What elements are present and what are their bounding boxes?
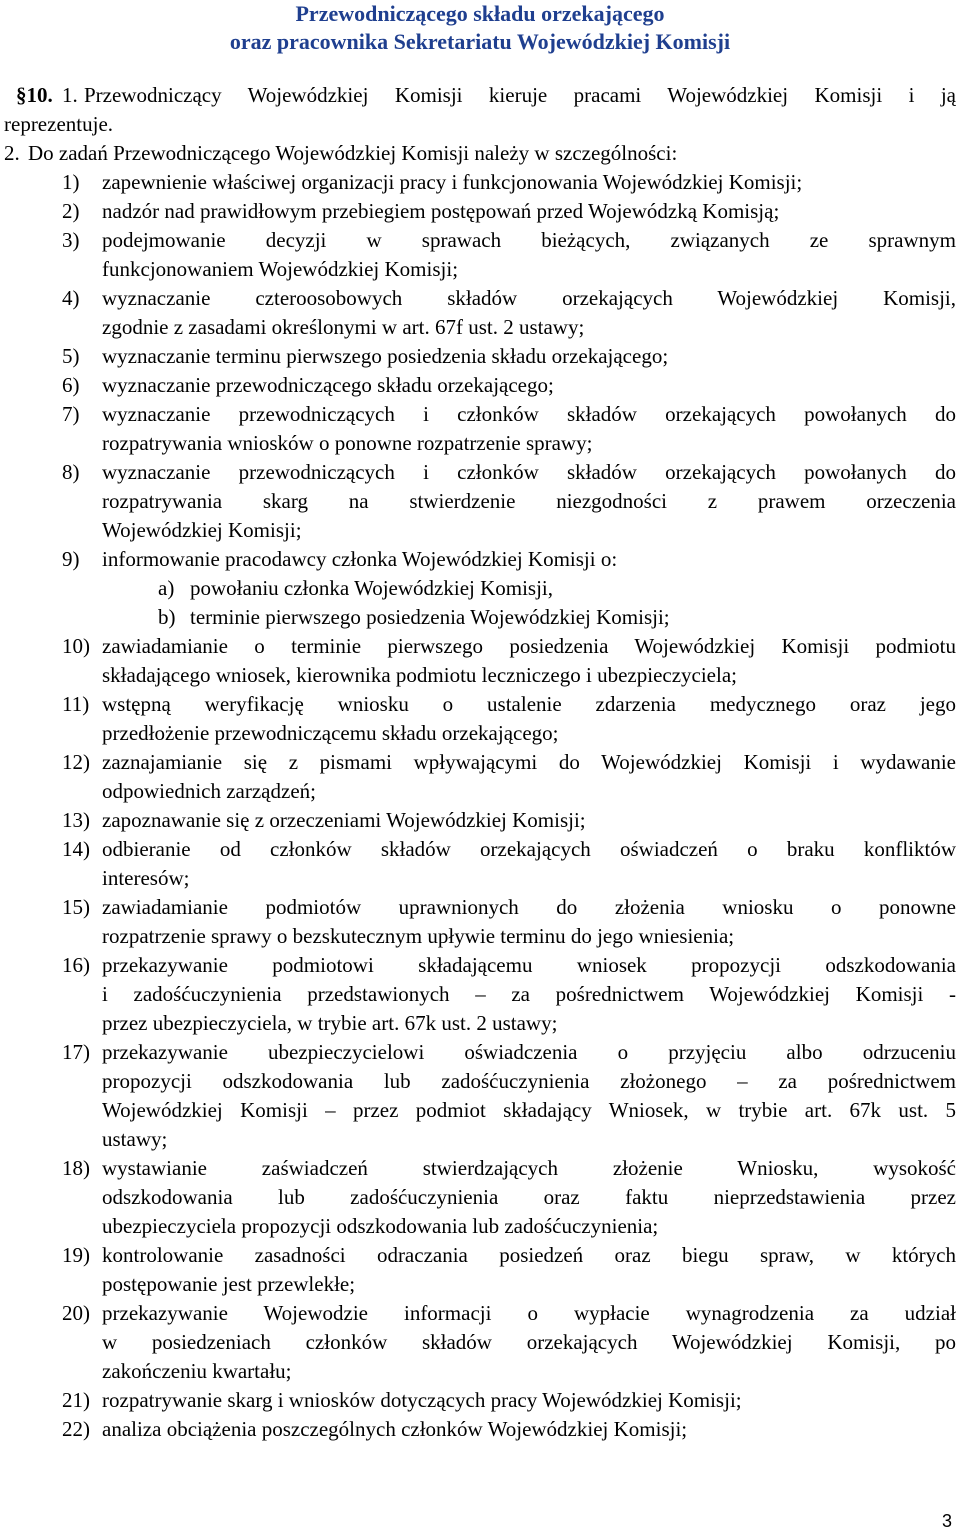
list-item-text-line: wyznaczanie czteroosobowych składów orzekających Wojewódzkiej Komisji, xyxy=(102,286,956,310)
list-item-text-line: odpowiednich zarządzeń; xyxy=(102,779,316,803)
list-item-number: 4) xyxy=(62,286,80,310)
list-item-text-line: analiza obciążenia poszczególnych członków Wojewódzkiej Komisji; xyxy=(102,1417,688,1441)
list-item-text-line: wyznaczanie przewodniczącego składu orzekającego; xyxy=(102,373,554,397)
list-item-number: 16) xyxy=(62,953,90,977)
sub-item-letter: b) xyxy=(158,605,176,629)
list-item-text-line: ustawy; xyxy=(102,1127,168,1151)
list-item-text-line: zakończeniu kwartału; xyxy=(102,1359,292,1383)
list-item-number: 22) xyxy=(62,1417,90,1441)
list-item-text-line: wyznaczanie przewodniczących i członków składów orzekających powołanych do xyxy=(102,402,956,426)
list-item-number: 3) xyxy=(62,228,80,252)
point-2-number: 2. xyxy=(4,141,20,165)
point-1-text-line-2: reprezentuje. xyxy=(4,112,114,136)
list-item-text-line: przez ubezpieczyciela, w trybie art. 67k ust. 2 ustawy; xyxy=(102,1011,558,1035)
list-item-text-line: ubezpieczyciela propozycji odszkodowania lub zadośćuczynienia; xyxy=(102,1214,659,1238)
list-item-number: 13) xyxy=(62,808,90,832)
list-item-number: 17) xyxy=(62,1040,90,1064)
list-item-number: 15) xyxy=(62,895,90,919)
list-item-number: 12) xyxy=(62,750,90,774)
list-item-text-line: wyznaczanie przewodniczących i członków składów orzekających powołanych do xyxy=(102,460,956,484)
list-item-text-line: i zadośćuczynienia przedstawionych – za pośrednictwem Wojewódzkiej Komisji - xyxy=(102,982,956,1006)
list-item-text-line: Wojewódzkiej Komisji; xyxy=(102,518,302,542)
list-item-number: 20) xyxy=(62,1301,90,1325)
list-item-text-line: wyznaczanie terminu pierwszego posiedzenia składu orzekającego; xyxy=(102,344,669,368)
list-item-text-line: zapewnienie właściwej organizacji pracy i funkcjonowania Wojewódzkiej Komisji; xyxy=(102,170,803,194)
point-2-intro: Do zadań Przewodniczącego Wojewódzkiej Komisji należy w szczególności: xyxy=(28,141,678,165)
list-item-number: 10) xyxy=(62,634,90,658)
sub-item-text: terminie pierwszego posiedzenia Wojewódzkiej Komisji; xyxy=(190,605,670,629)
list-item-text-line: odbieranie od członków składów orzekających oświadczeń o braku konfliktów xyxy=(102,837,956,861)
list-item-text-line: informowanie pracodawcy członka Wojewódzkiej Komisji o: xyxy=(102,547,618,571)
list-item-text-line: rozpatrywania wniosków o ponowne rozpatrzenie sprawy; xyxy=(102,431,593,455)
paragraph-sign xyxy=(16,81,53,110)
list-item-text-line: zaznajamianie się z pismami wpływającymi do Wojewódzkiej Komisji i wydawanie xyxy=(102,750,956,774)
list-item-text-line: rozpatrzenie sprawy o bezskutecznym upływie terminu do jego wniesienia; xyxy=(102,924,735,948)
list-item-text-line: w posiedzeniach członków składów orzekających Wojewódzkiej Komisji, po xyxy=(102,1330,956,1354)
list-item-text-line: propozycji odszkodowania lub zadośćuczynienia złożonego – za pośrednictwem xyxy=(102,1069,956,1093)
list-item-text-line: rozpatrywanie skarg i wniosków dotyczących pracy Wojewódzkiej Komisji; xyxy=(102,1388,742,1412)
point-1-number: 1. xyxy=(62,83,78,107)
list-item-number: 19) xyxy=(62,1243,90,1267)
paragraph-number: §10. xyxy=(16,83,53,107)
list-item-text-line: przekazywanie ubezpieczycielowi oświadczenia o przyjęciu albo odrzuceniu xyxy=(102,1040,956,1064)
list-item-text-line: postępowanie jest przewlekłe; xyxy=(102,1272,356,1296)
list-item-text-line: przekazywanie Wojewodzie informacji o wypłacie wynagrodzenia za udział xyxy=(102,1301,956,1325)
list-item-number: 2) xyxy=(62,199,80,223)
list-item-number: 14) xyxy=(62,837,90,861)
list-item-number: 11) xyxy=(62,692,90,716)
list-item-text-line: przedłożenie przewodniczącemu składu orzekającego; xyxy=(102,721,559,745)
list-item-number: 7) xyxy=(62,402,80,426)
list-item-text-line: funkcjonowaniem Wojewódzkiej Komisji; xyxy=(102,257,459,281)
list-item-number: 9) xyxy=(62,547,80,571)
page-number: 3 xyxy=(941,1511,952,1531)
list-item-text-line: wystawianie zaświadczeń stwierdzających złożenie Wniosku, wysokość xyxy=(102,1156,956,1180)
list-item-text-line: Wojewódzkiej Komisji – przez podmiot składający Wniosek, w trybie art. 67k ust. 5 xyxy=(102,1098,956,1122)
list-item-text-line: przekazywanie podmiotowi składającemu wniosek propozycji odszkodowania xyxy=(102,953,956,977)
list-item-text-line: kontrolowanie zasadności odraczania posiedzeń oraz biegu spraw, w których xyxy=(102,1243,956,1267)
list-item-text-line: zapoznawanie się z orzeczeniami Wojewódzkiej Komisji; xyxy=(102,808,586,832)
sub-item-letter: a) xyxy=(158,576,175,600)
list-item-number: 5) xyxy=(62,344,80,368)
list-item-number: 8) xyxy=(62,460,80,484)
list-item-text-line: podejmowanie decyzji w sprawach bieżących, związanych ze sprawnym xyxy=(102,228,956,252)
list-item-text-line: składającego wniosek, kierownika podmiotu leczniczego i ubezpieczyciela; xyxy=(102,663,737,687)
sub-item-text: powołaniu członka Wojewódzkiej Komisji, xyxy=(190,576,554,600)
list-item-text-line: nadzór nad prawidłowym przebiegiem postępowań przed Wojewódzką Komisją; xyxy=(102,199,780,223)
list-item-number: 6) xyxy=(62,373,80,397)
list-item-number: 1) xyxy=(62,170,80,194)
point-1-text-line-1: Przewodniczący Wojewódzkiej Komisji kieruje pracami Wojewódzkiej Komisji i ją xyxy=(84,83,956,107)
list-item-text-line: odszkodowania lub zadośćuczynienia oraz faktu nieprzedstawienia przez xyxy=(102,1185,956,1209)
list-item-text-line: zawiadamianie o terminie pierwszego posiedzenia Wojewódzkiej Komisji podmiotu xyxy=(102,634,956,658)
list-item-text-line: rozpatrywania skarg na stwierdzenie niezgodności z prawem orzeczenia xyxy=(102,489,956,513)
list-item-text-line: wstępną weryfikację wniosku o ustalenie zdarzenia medycznego oraz jego xyxy=(102,692,956,716)
list-item-text-line: zawiadamianie podmiotów uprawnionych do złożenia wniosku o ponowne xyxy=(102,895,956,919)
section-heading-line-2: oraz pracownika Sekretariatu Wojewódzkiej Komisji xyxy=(229,29,731,54)
list-item-number: 18) xyxy=(62,1156,90,1180)
list-item-text-line: zgodnie z zasadami określonymi w art. 67f ust. 2 ustawy; xyxy=(102,315,585,339)
list-item-number: 21) xyxy=(62,1388,90,1412)
list-item-text-line: interesów; xyxy=(102,866,190,890)
section-heading-line-1: Przewodniczącego składu orzekającego xyxy=(295,1,665,26)
